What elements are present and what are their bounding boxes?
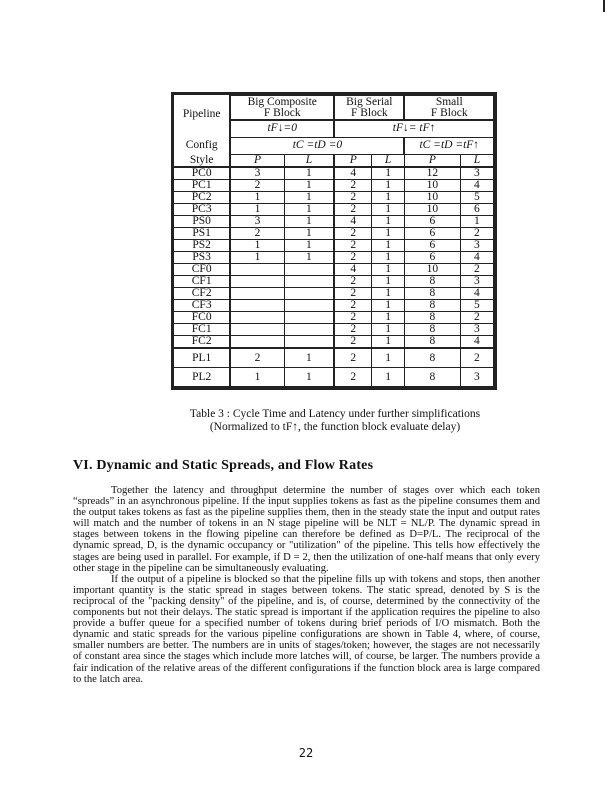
l-value-cell: 1 xyxy=(284,216,334,228)
p-value-cell: 2 xyxy=(230,180,284,192)
p-value-cell: 2 xyxy=(334,336,372,349)
config-style-cell: PS0 xyxy=(174,216,230,228)
block-header-big-composite xyxy=(230,96,334,120)
p-value-cell: 8 xyxy=(404,312,460,324)
p-value-cell: 3 xyxy=(230,216,284,228)
l-value-cell: 1 xyxy=(372,324,405,336)
table-row xyxy=(174,192,494,204)
subheader-l: L xyxy=(460,154,493,167)
p-value-cell: 6 xyxy=(404,216,460,228)
p-value-cell xyxy=(230,336,284,349)
paragraph: If the output of a pipeline is blocked so that the pipeline fills up with tokens and stops, then another important quantity is the static spread in stages between tokens. The static spread, denoted by S is the reciprocal of the "packing density" of the pipeline, and is, of course, determined by the connectivity of the components but not their delays. The static spread is important if the application requires the pipeline to also provide a buffer queue for a specified number of tokens during brief periods of I/O mismatch. Both the dynamic and static spreads for the various pipeline configurations are shown in Table 4, where, of course, smaller numbers are better. The numbers are in units of stages/token; however, the stages are not necessarily of constant area since the stages which include more latches will, of course, be larger. The numbers provide a fair indication of the relative areas of the different configurations if the function block area is large compared to the latch area. xyxy=(73,573,540,685)
l-value-cell: 3 xyxy=(460,167,493,180)
l-value-cell: 2 xyxy=(460,348,493,368)
l-value-cell: 1 xyxy=(372,252,405,264)
config-style-cell: FC1 xyxy=(174,324,230,336)
row-label-header-config: Config xyxy=(174,137,230,154)
p-value-cell: 6 xyxy=(404,252,460,264)
block-header-line1: Big Serial xyxy=(346,96,393,108)
l-value-cell: 1 xyxy=(372,192,405,204)
config-style-cell: PS1 xyxy=(174,228,230,240)
table-row xyxy=(174,324,494,336)
config-style-cell: CF0 xyxy=(174,264,230,276)
p-value-cell: 4 xyxy=(334,264,372,276)
l-value-cell: 2 xyxy=(460,312,493,324)
p-value-cell: 2 xyxy=(334,252,372,264)
table-row xyxy=(174,336,494,349)
p-value-cell: 2 xyxy=(334,276,372,288)
p-value-cell: 2 xyxy=(334,204,372,216)
block-header-line1: Big Composite xyxy=(247,96,317,108)
p-value-cell: 10 xyxy=(404,204,460,216)
paragraph: Together the latency and throughput determine the number of stages over which each token “spreads” in an asynchronous pipeline. If the input supplies tokens as fast as the pipeline consumes them and the output takes tokens as fast as the pipeline supplies them, then in the steady state the input and output rates will match and the number of tokens in an N stage pipeline will be NLT = NL/P. The dynamic spread in stages between tokens in the flowing pipeline can therefore be defined as D=P/L. The reciprocal of the dynamic spread, D, is the dynamic occupancy or "utilization" of the pipeline. This tells how effectively the stages are being used in parallel. For example, if D = 2, then the utilization of one-half means that only every other stage in the pipeline can be simultaneously evaluating. xyxy=(73,485,540,574)
table-row xyxy=(174,204,494,216)
l-value-cell: 1 xyxy=(372,228,405,240)
block-header-line2: F Block xyxy=(263,107,301,119)
p-value-cell: 6 xyxy=(404,228,460,240)
p-value-cell xyxy=(230,324,284,336)
p-value-cell: 2 xyxy=(334,180,372,192)
l-value-cell: 2 xyxy=(460,264,493,276)
p-value-cell: 2 xyxy=(334,228,372,240)
l-value-cell: 1 xyxy=(372,312,405,324)
l-value-cell: 1 xyxy=(372,240,405,252)
l-value-cell: 4 xyxy=(460,288,493,300)
p-value-cell: 8 xyxy=(404,348,460,368)
config-style-cell: PC2 xyxy=(174,192,230,204)
l-value-cell xyxy=(284,264,334,276)
l-value-cell: 5 xyxy=(460,192,493,204)
l-value-cell: 1 xyxy=(284,252,334,264)
config-style-cell: PS2 xyxy=(174,240,230,252)
page-number: 22 xyxy=(298,746,314,760)
l-value-cell: 3 xyxy=(460,240,493,252)
p-value-cell: 1 xyxy=(230,192,284,204)
table-row xyxy=(174,180,494,192)
condition-tc-td-zero: tC =tD =0 xyxy=(230,137,404,154)
table-row xyxy=(174,348,494,368)
l-value-cell xyxy=(284,288,334,300)
l-value-cell: 1 xyxy=(372,204,405,216)
p-value-cell: 2 xyxy=(334,368,372,387)
table-row xyxy=(174,252,494,264)
p-value-cell: 2 xyxy=(334,312,372,324)
p-value-cell: 1 xyxy=(230,204,284,216)
row-label-header-pipeline: Pipeline xyxy=(174,96,230,120)
subheader-p: P xyxy=(404,154,460,167)
l-value-cell: 6 xyxy=(460,204,493,216)
l-value-cell: 1 xyxy=(460,216,493,228)
config-style-cell: CF2 xyxy=(174,288,230,300)
p-value-cell: 1 xyxy=(230,368,284,387)
block-header-small xyxy=(404,96,493,120)
l-value-cell: 3 xyxy=(460,276,493,288)
p-value-cell xyxy=(230,288,284,300)
config-style-cell: PS3 xyxy=(174,252,230,264)
table-row xyxy=(174,264,494,276)
row-label-header-style: Style xyxy=(174,154,230,167)
p-value-cell: 2 xyxy=(334,192,372,204)
l-value-cell: 4 xyxy=(460,180,493,192)
l-value-cell: 1 xyxy=(284,240,334,252)
table-row xyxy=(174,300,494,312)
config-style-cell: PL1 xyxy=(174,348,230,368)
p-value-cell: 1 xyxy=(230,240,284,252)
l-value-cell: 3 xyxy=(460,324,493,336)
p-value-cell: 2 xyxy=(334,240,372,252)
scan-edge-mark xyxy=(603,0,605,12)
condition-tc-td-tf-up: tC =tD =tF↑ xyxy=(404,137,493,154)
l-value-cell: 1 xyxy=(284,167,334,180)
block-header-line2: F Block xyxy=(430,107,468,119)
l-value-cell: 1 xyxy=(372,288,405,300)
caption-line-2: (Normalized to tF↑, the function block evaluate delay) xyxy=(209,420,461,433)
l-value-cell: 1 xyxy=(372,336,405,349)
p-value-cell: 12 xyxy=(404,167,460,180)
table-caption xyxy=(170,408,500,433)
p-value-cell: 2 xyxy=(334,300,372,312)
p-value-cell xyxy=(230,300,284,312)
p-value-cell: 2 xyxy=(334,288,372,300)
p-value-cell: 8 xyxy=(404,276,460,288)
l-value-cell xyxy=(284,336,334,349)
config-style-cell: FC2 xyxy=(174,336,230,349)
l-value-cell: 1 xyxy=(372,180,405,192)
l-value-cell: 1 xyxy=(372,216,405,228)
p-value-cell: 10 xyxy=(404,264,460,276)
config-style-cell: CF3 xyxy=(174,300,230,312)
table-row xyxy=(174,312,494,324)
p-value-cell: 4 xyxy=(334,216,372,228)
p-value-cell: 8 xyxy=(404,300,460,312)
section-heading: VI. Dynamic and Static Spreads, and Flow Rates xyxy=(73,458,374,473)
l-value-cell: 1 xyxy=(284,228,334,240)
config-style-cell: CF1 xyxy=(174,276,230,288)
table-3 xyxy=(171,92,497,390)
p-value-cell: 10 xyxy=(404,192,460,204)
p-value-cell: 10 xyxy=(404,180,460,192)
subheader-l: L xyxy=(372,154,405,167)
p-value-cell: 8 xyxy=(404,368,460,387)
l-value-cell xyxy=(284,312,334,324)
block-header-big-serial xyxy=(334,96,404,120)
block-header-line2: F Block xyxy=(350,107,388,119)
p-value-cell: 2 xyxy=(334,348,372,368)
caption-line-1: Table 3 : Cycle Time and Latency under further simplifications xyxy=(189,408,481,420)
p-value-cell: 4 xyxy=(334,167,372,180)
subheader-l: L xyxy=(284,154,334,167)
p-value-cell: 3 xyxy=(230,167,284,180)
section-body xyxy=(73,485,540,685)
l-value-cell xyxy=(284,300,334,312)
l-value-cell: 1 xyxy=(372,276,405,288)
p-value-cell xyxy=(230,276,284,288)
table-row xyxy=(174,288,494,300)
config-style-cell: PL2 xyxy=(174,368,230,387)
config-style-cell: PC1 xyxy=(174,180,230,192)
config-style-cell: FC0 xyxy=(174,312,230,324)
config-style-cell: PC0 xyxy=(174,167,230,180)
table-row xyxy=(174,368,494,387)
l-value-cell: 4 xyxy=(460,252,493,264)
l-value-cell: 1 xyxy=(372,348,405,368)
l-value-cell: 1 xyxy=(284,368,334,387)
p-value-cell xyxy=(230,264,284,276)
l-value-cell xyxy=(284,276,334,288)
l-value-cell: 1 xyxy=(284,348,334,368)
subheader-p: P xyxy=(334,154,372,167)
l-value-cell: 3 xyxy=(460,368,493,387)
l-value-cell: 5 xyxy=(460,300,493,312)
p-value-cell: 8 xyxy=(404,288,460,300)
subheader-p: P xyxy=(230,154,284,167)
p-value-cell: 6 xyxy=(404,240,460,252)
l-value-cell: 1 xyxy=(284,180,334,192)
l-value-cell: 1 xyxy=(372,300,405,312)
config-style-cell: PC3 xyxy=(174,204,230,216)
l-value-cell: 1 xyxy=(372,368,405,387)
p-value-cell: 1 xyxy=(230,252,284,264)
block-header-line1: Small xyxy=(435,96,463,108)
p-value-cell: 2 xyxy=(230,228,284,240)
l-value-cell: 1 xyxy=(372,264,405,276)
row-label-header-pipeline-cont xyxy=(174,120,230,138)
p-value-cell: 2 xyxy=(334,324,372,336)
cycle-latency-table xyxy=(174,95,494,387)
table-row xyxy=(174,167,494,180)
l-value-cell: 2 xyxy=(460,228,493,240)
l-value-cell: 1 xyxy=(372,167,405,180)
table-row xyxy=(174,228,494,240)
condition-tf-down-equals-up: tF↓= tF↑ xyxy=(334,120,493,138)
table-row xyxy=(174,276,494,288)
table-row xyxy=(174,240,494,252)
p-value-cell: 8 xyxy=(404,324,460,336)
l-value-cell: 1 xyxy=(284,204,334,216)
table-row xyxy=(174,216,494,228)
p-value-cell xyxy=(230,312,284,324)
l-value-cell: 1 xyxy=(284,192,334,204)
p-value-cell: 8 xyxy=(404,336,460,349)
l-value-cell: 4 xyxy=(460,336,493,349)
condition-tf-down-zero: tF↓=0 xyxy=(230,120,334,138)
l-value-cell xyxy=(284,324,334,336)
p-value-cell: 2 xyxy=(230,348,284,368)
